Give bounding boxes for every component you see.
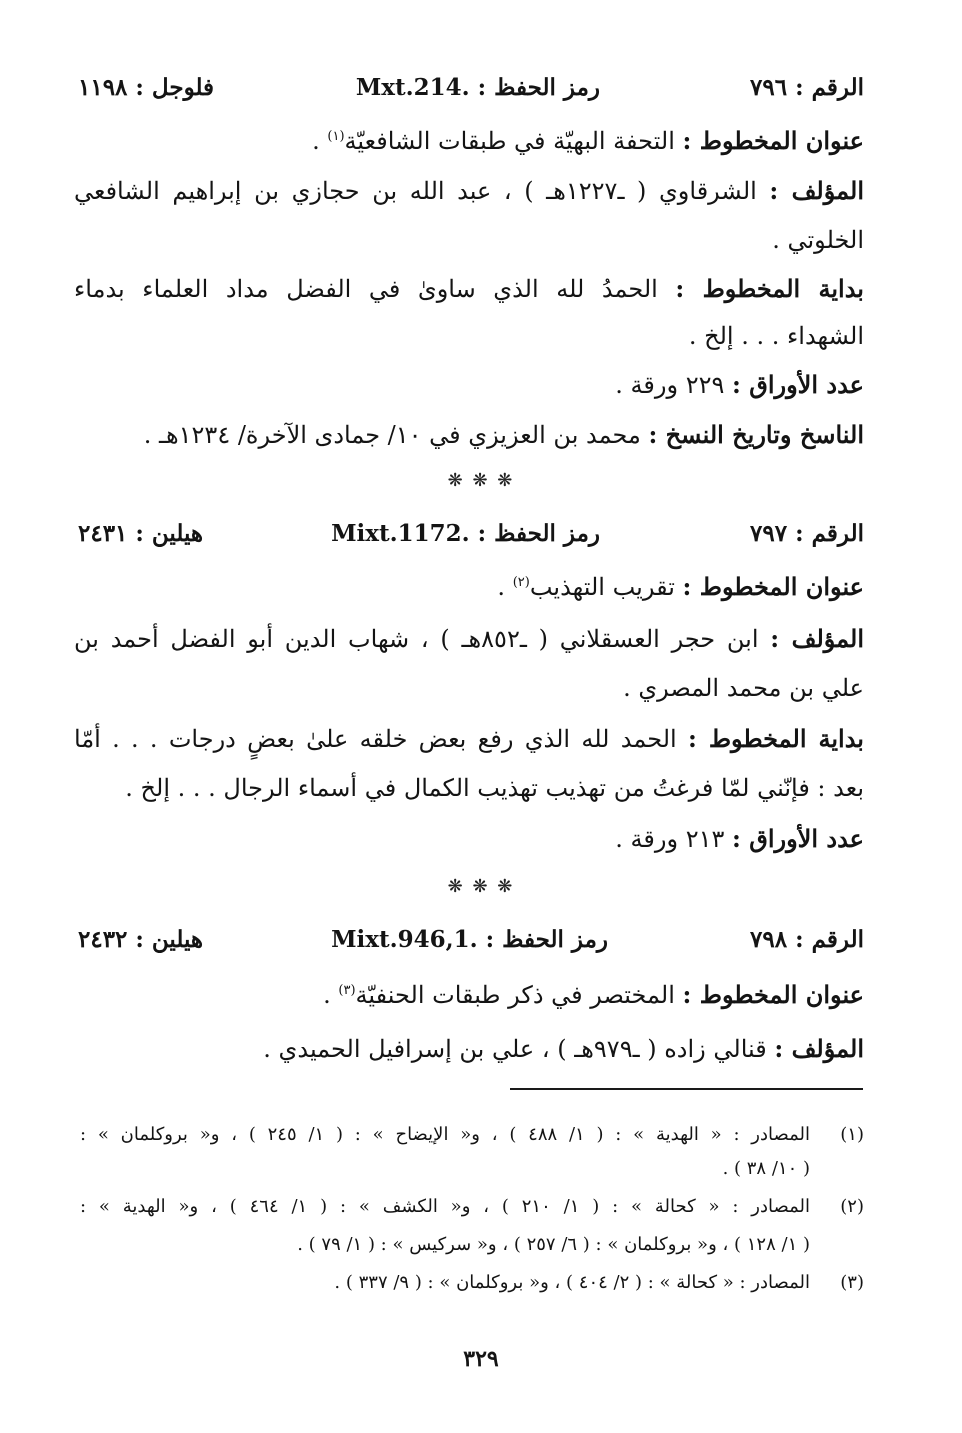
- collection-number: هيلين : ٢٤٣٢: [78, 926, 204, 953]
- shelf-mark: [356, 74, 600, 101]
- title-end: .: [497, 573, 513, 601]
- folios-line: [615, 370, 864, 399]
- title-end: .: [323, 981, 339, 1009]
- entry-separator: ❋ ❋ ❋: [447, 876, 515, 897]
- author-line: [74, 176, 864, 205]
- incipit-line: [74, 724, 864, 753]
- manuscript-title: التحفة البهيّة في طبقات الشافعيّة: [344, 127, 675, 155]
- entry-separator: ❋ ❋ ❋: [447, 470, 515, 491]
- incipit-text: الحمد لله الذي رفع بعض خلقه علىٰ بعضٍ درجات . . . أمّا: [74, 725, 677, 753]
- title-label: عنوان المخطوط :: [682, 572, 864, 601]
- manuscript-title-line: [497, 572, 864, 601]
- incipit-line-continued: الشهداء . . . إلخ .: [688, 322, 864, 350]
- collection-number: هيلين : ٢٤٣١: [78, 520, 204, 547]
- author-text: الشرقاوي ( ـ١٢٢٧هـ ) ، عبد الله بن حجازي بن إبراهيم الشافعي: [74, 177, 757, 205]
- incipit-text: الحمدُ لله الذي ساوىٰ في الفضل مداد العلماء بدماء: [74, 275, 658, 303]
- copyist-line: [144, 420, 864, 449]
- copyist-text: محمد بن العزيزي في ١٠/ جمادى الآخرة/ ١٢٣٤هـ .: [143, 421, 641, 449]
- shelf-mark-code: Mxt.214.: [355, 74, 470, 101]
- author-text: قنالي زاده ( ـ٩٧٩هـ ) ، علي بن إسرافيل الحميدي .: [263, 1035, 767, 1063]
- incipit-label: بداية المخطوط :: [675, 274, 864, 303]
- entry-number: الرقم : ٧٩٦: [750, 74, 864, 101]
- shelf-mark-code: Mixt.946,1.: [331, 926, 478, 953]
- author-line-continued: الخلوتي .: [772, 226, 864, 254]
- incipit-line-continued: بعد : فإنّني لمّا فرغتُ من تهذيب تهذيب الكمال في أسماء الرجال . . . إلخ .: [125, 774, 864, 802]
- author-label: المؤلف :: [770, 624, 865, 653]
- footnote-marker: (١): [327, 129, 345, 144]
- footnote-text-continued: ( ١/ ١٢٨ ) ، و« بروكلمان » : ( ٦/ ٢٥٧ ) ، و« سركيس » : ( ١/ ٧٩ ) .: [297, 1234, 810, 1255]
- footnote-text: المصادر : « كحالة » : ( ٢/ ٤٠٤ ) ، و« بروكلمان » : ( ٩/ ٣٣٧ ) .: [334, 1272, 810, 1293]
- footnote-text: المصادر : « كحالة » : ( ١/ ٢١٠ ) ، و« الكشف » : ( ١/ ٤٦٤ ) ، و« الهدية » :: [80, 1196, 810, 1217]
- footnote-number: (٣): [840, 1272, 864, 1293]
- title-label: عنوان المخطوط :: [682, 980, 864, 1009]
- shelf-mark-label: رمز الحفظ :: [477, 74, 600, 101]
- author-label: المؤلف :: [774, 1034, 864, 1063]
- author-line: [263, 1034, 864, 1063]
- footnote-separator: [510, 1088, 863, 1090]
- shelf-mark: [331, 520, 600, 547]
- author-line-continued: علي بن محمد المصري .: [623, 674, 864, 702]
- folios-line: [615, 824, 864, 853]
- footnote-text-continued: ( ١٠/ ٣٨ ) .: [722, 1158, 810, 1179]
- copyist-label: الناسخ وتاريخ النسخ :: [648, 420, 864, 449]
- collection-number: فلوجل : ١١٩٨: [78, 74, 215, 101]
- footnote-marker: (٢): [512, 575, 530, 590]
- entry-number: الرقم : ٧٩٨: [750, 926, 864, 953]
- shelf-mark-label: رمز الحفظ :: [485, 926, 608, 953]
- author-text: ابن حجر العسقلاني ( ـ٨٥٢هـ ) ، شهاب الدين أبو الفضل أحمد بن: [74, 625, 759, 653]
- footnote-text: المصادر : « الهدية » : ( ١/ ٤٨٨ ) ، و« الإيضاح » : ( ١/ ٢٤٥ ) ، و« بروكلمان » :: [80, 1124, 811, 1145]
- title-label: عنوان المخطوط :: [682, 126, 864, 155]
- shelf-mark: [331, 926, 608, 953]
- folios-label: عدد الأوراق :: [732, 370, 864, 399]
- manuscript-title-line: [312, 126, 864, 155]
- manuscript-title: تقريب التهذيب: [529, 573, 675, 601]
- footnote-marker: (٣): [338, 983, 356, 998]
- folios-count: ٢١٣ ورقة .: [615, 825, 725, 853]
- incipit-line: [74, 274, 864, 303]
- incipit-label: بداية المخطوط :: [688, 724, 864, 753]
- footnote-number: (٢): [840, 1196, 864, 1217]
- manuscript-title-line: [323, 980, 864, 1009]
- folios-count: ٢٢٩ ورقة .: [615, 371, 725, 399]
- author-label: المؤلف :: [769, 176, 864, 205]
- folios-label: عدد الأوراق :: [732, 824, 864, 853]
- entry-number: الرقم : ٧٩٧: [750, 520, 864, 547]
- title-end: .: [312, 127, 328, 155]
- manuscript-title: المختصر في ذكر طبقات الحنفيّة: [355, 981, 675, 1009]
- footnote-number: (١): [840, 1124, 864, 1145]
- page-number: ٣٢٩: [463, 1346, 499, 1372]
- shelf-mark-code: Mixt.1172.: [331, 520, 470, 547]
- shelf-mark-label: رمز الحفظ :: [477, 520, 600, 547]
- author-line: [74, 624, 864, 653]
